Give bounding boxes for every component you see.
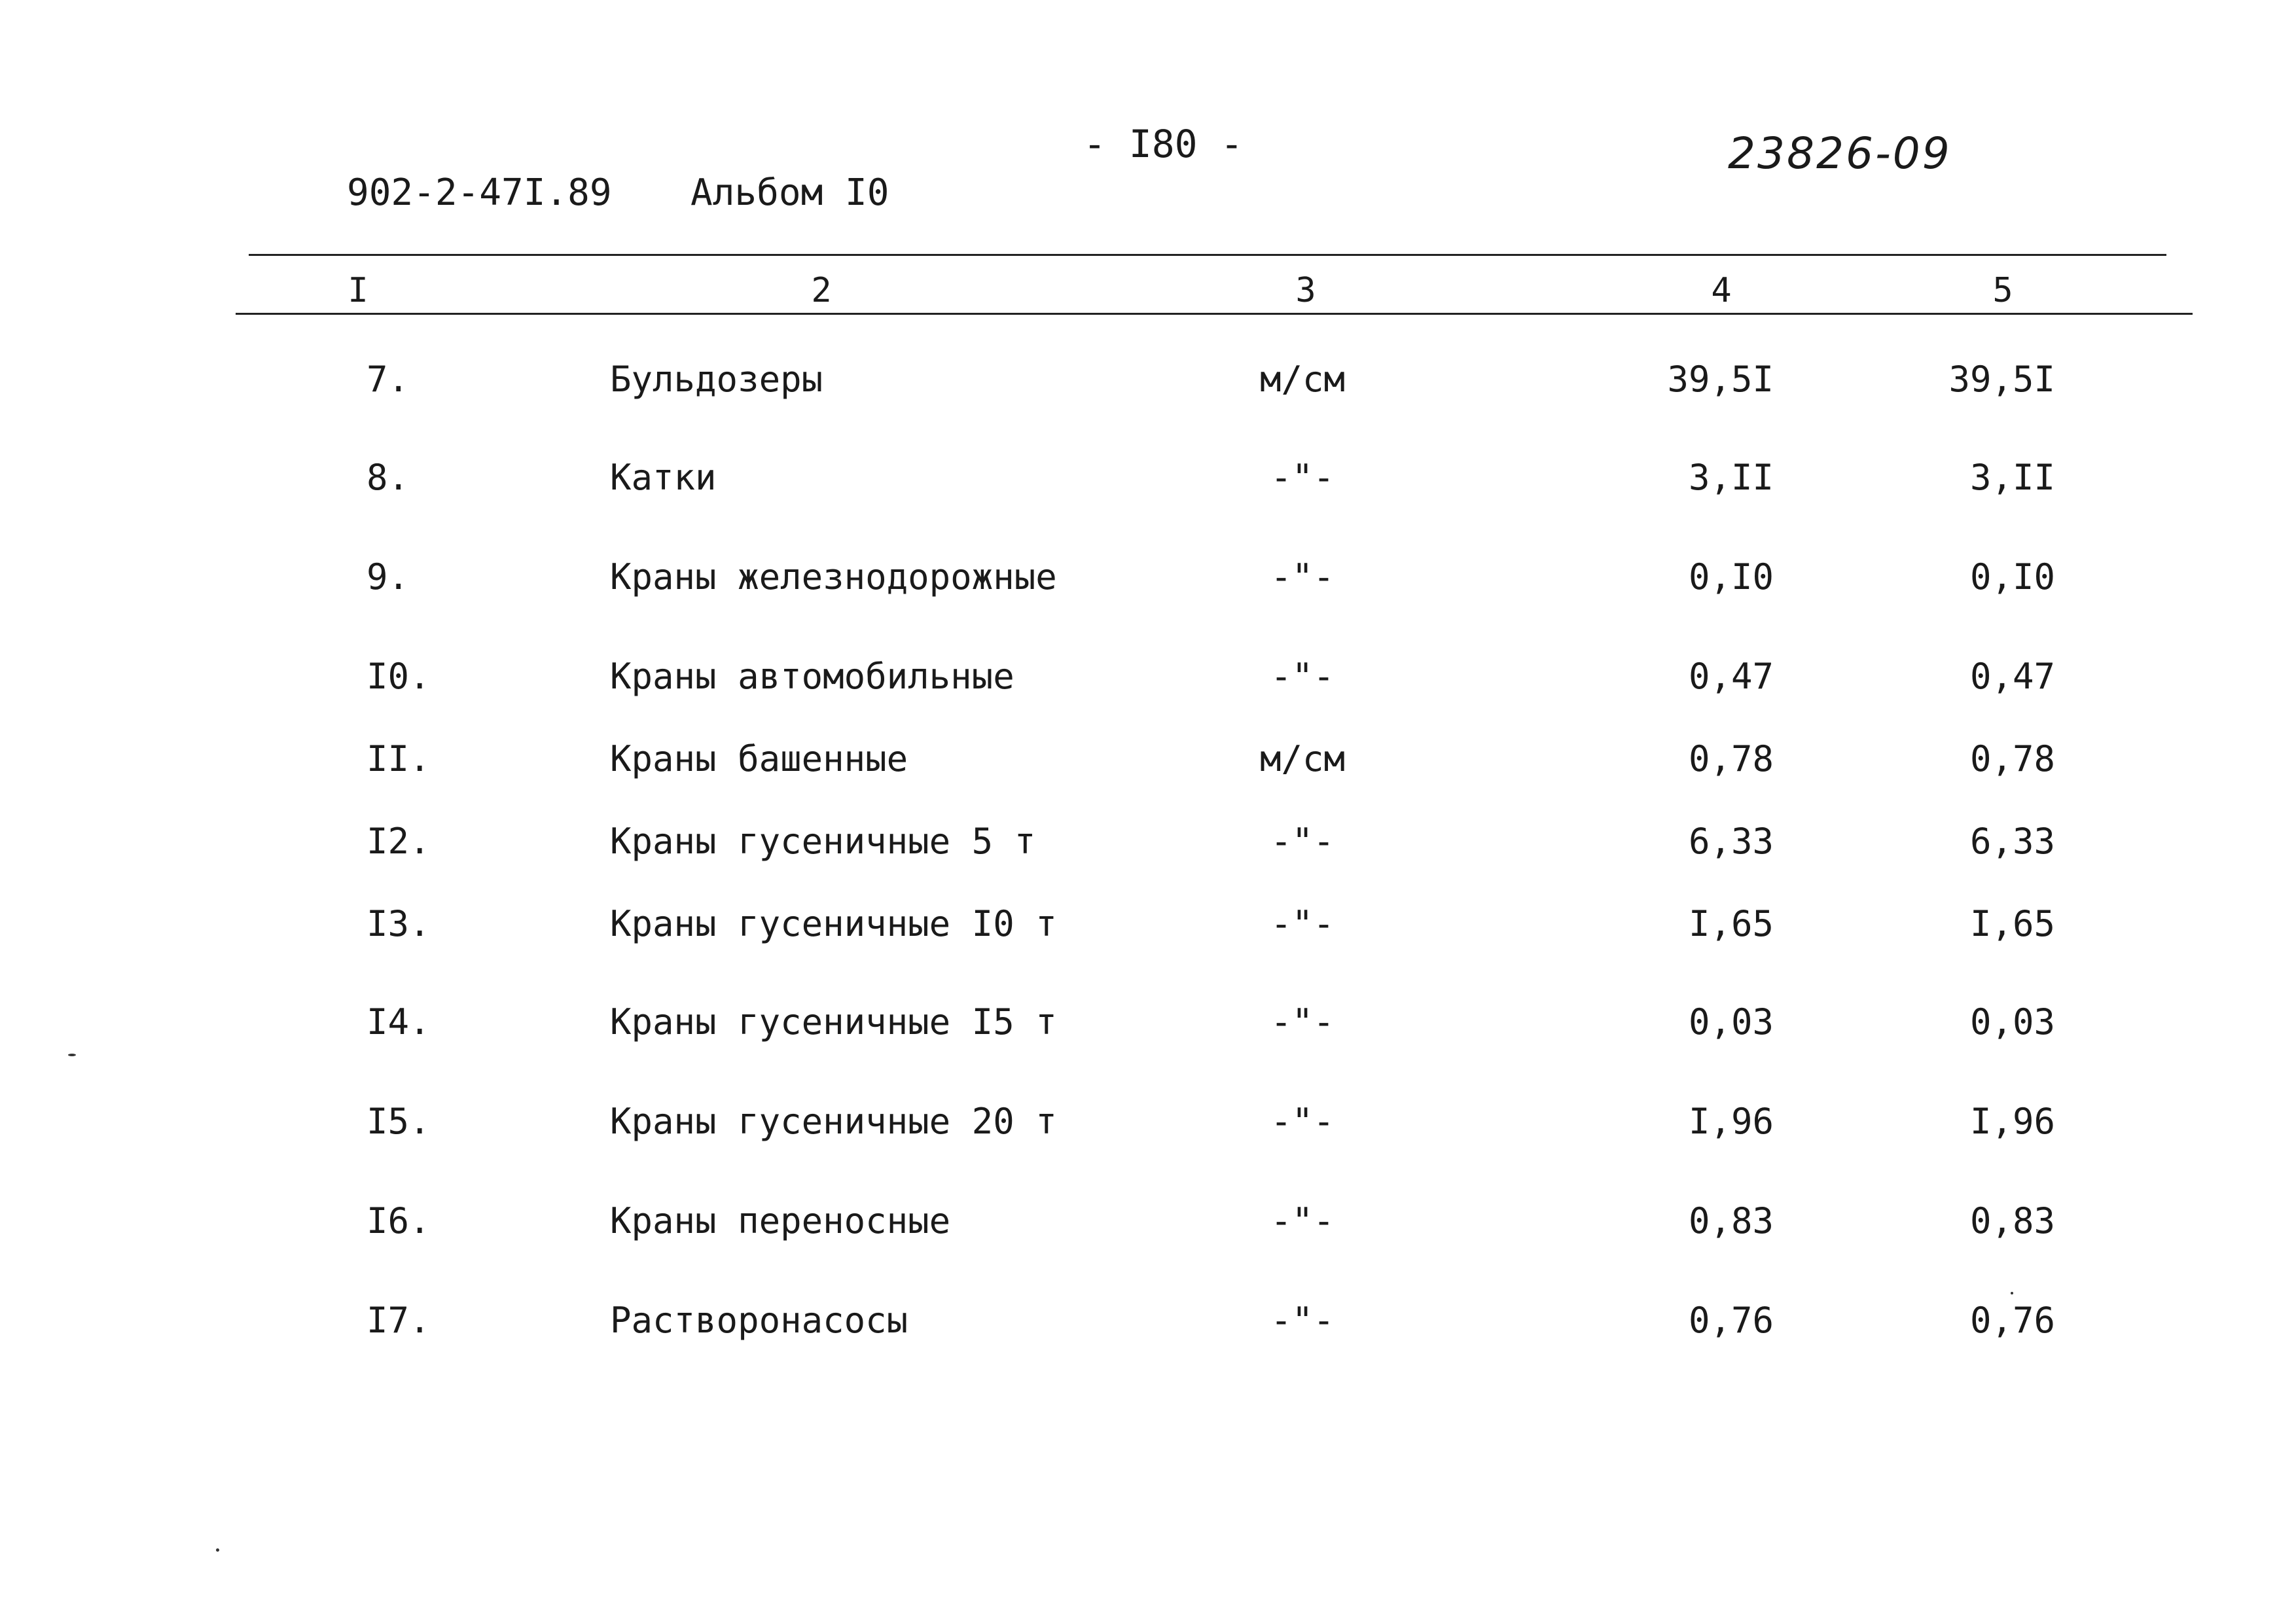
scan-speck <box>68 1054 76 1056</box>
column-number-4: 4 <box>1711 271 1732 310</box>
equipment-name: Бульдозеры <box>610 359 823 400</box>
table-row <box>0 656 2296 702</box>
value-col4: I,65 <box>1688 903 1774 944</box>
scan-speck <box>2011 1292 2013 1294</box>
reference-number: 23826-09 <box>1728 128 1952 179</box>
row-number: 7. <box>367 359 410 400</box>
table-row <box>0 359 2296 404</box>
row-number: II. <box>367 738 431 779</box>
unit: -"- <box>1270 1200 1335 1241</box>
unit: -"- <box>1270 556 1335 597</box>
unit: -"- <box>1270 457 1335 498</box>
unit: м/см <box>1259 738 1346 779</box>
row-number: I5. <box>367 1101 431 1142</box>
value-col4: 39,5I <box>1667 359 1774 400</box>
value-col4: 6,33 <box>1688 821 1774 862</box>
column-number-5: 5 <box>1992 271 2013 310</box>
value-col5: 6,33 <box>1969 821 2055 862</box>
document-code: 902-2-47I.89 <box>347 171 612 214</box>
unit: -"- <box>1270 1101 1335 1142</box>
equipment-name: Краны гусеничные I0 т <box>610 903 1057 944</box>
equipment-name: Краны железнодорожные <box>610 556 1057 597</box>
table-header-rule <box>236 313 2193 315</box>
value-col4: 3,II <box>1688 457 1774 498</box>
value-col4: 0,76 <box>1688 1300 1774 1341</box>
value-col4: 0,03 <box>1688 1001 1774 1043</box>
table-row <box>0 821 2296 866</box>
table-row <box>0 556 2296 602</box>
row-number: I2. <box>367 821 431 862</box>
column-number-3: 3 <box>1295 271 1316 310</box>
equipment-name: Краны переносные <box>610 1200 951 1241</box>
value-col5: 3,II <box>1969 457 2055 498</box>
unit: -"- <box>1270 656 1335 697</box>
table-row <box>0 738 2296 784</box>
table-row <box>0 1200 2296 1246</box>
value-col4: 0,83 <box>1688 1200 1774 1241</box>
table-row <box>0 457 2296 503</box>
value-col5: 0,78 <box>1969 738 2055 779</box>
value-col4: 0,I0 <box>1688 556 1774 597</box>
table-top-rule <box>249 254 2166 256</box>
row-number: 8. <box>367 457 410 498</box>
value-col5: 0,83 <box>1969 1200 2055 1241</box>
unit: -"- <box>1270 903 1335 944</box>
table-row <box>0 1300 2296 1346</box>
column-number-1: I <box>348 271 368 310</box>
value-col5: 0,03 <box>1969 1001 2055 1043</box>
equipment-name: Растворонасосы <box>610 1300 908 1341</box>
unit: м/см <box>1259 359 1346 400</box>
value-col5: 0,I0 <box>1969 556 2055 597</box>
value-col4: 0,47 <box>1688 656 1774 697</box>
unit: -"- <box>1270 1300 1335 1341</box>
equipment-name: Краны автомобильные <box>610 656 1014 697</box>
value-col4: I,96 <box>1688 1101 1774 1142</box>
row-number: 9. <box>367 556 410 597</box>
value-col4: 0,78 <box>1688 738 1774 779</box>
row-number: I3. <box>367 903 431 944</box>
row-number: I4. <box>367 1001 431 1043</box>
row-number: I0. <box>367 656 431 697</box>
value-col5: I,65 <box>1969 903 2055 944</box>
equipment-name: Краны гусеничные 20 т <box>610 1101 1057 1142</box>
value-col5: I,96 <box>1969 1101 2055 1142</box>
value-col5: 39,5I <box>1948 359 2055 400</box>
scan-speck <box>216 1548 219 1552</box>
row-number: I7. <box>367 1300 431 1341</box>
unit: -"- <box>1270 821 1335 862</box>
equipment-name: Краны башенные <box>610 738 908 779</box>
unit: -"- <box>1270 1001 1335 1043</box>
equipment-name: Краны гусеничные I5 т <box>610 1001 1057 1043</box>
row-number: I6. <box>367 1200 431 1241</box>
column-number-2: 2 <box>811 271 832 310</box>
equipment-name: Краны гусеничные 5 т <box>610 821 1036 862</box>
table-row <box>0 1001 2296 1047</box>
album-label: Альбом I0 <box>691 171 889 214</box>
value-col5: 0,76 <box>1969 1300 2055 1341</box>
equipment-name: Катки <box>610 457 717 498</box>
page-number: - I80 - <box>1083 122 1244 166</box>
table-row <box>0 1101 2296 1147</box>
table-row <box>0 903 2296 949</box>
value-col5: 0,47 <box>1969 656 2055 697</box>
